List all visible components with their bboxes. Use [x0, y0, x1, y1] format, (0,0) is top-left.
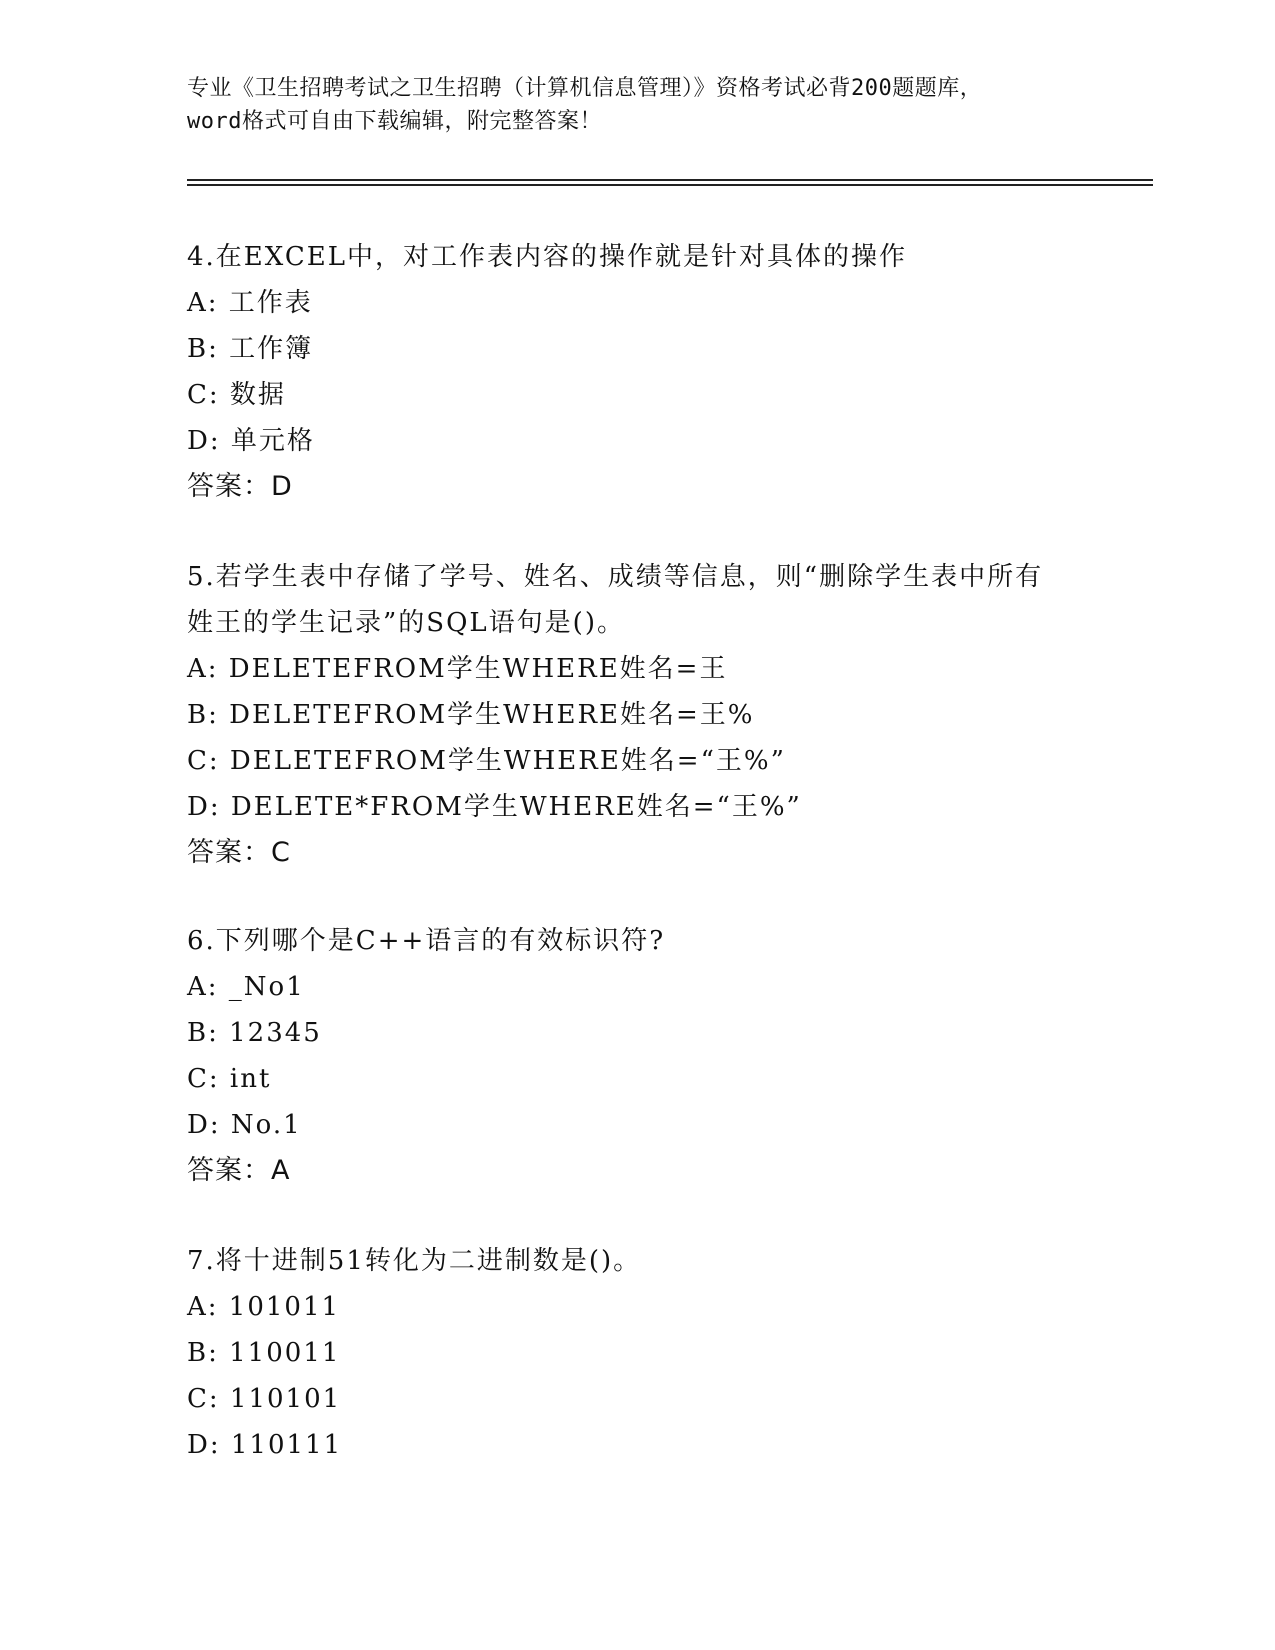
question-4 — [187, 234, 1087, 510]
question-stem: 4.在EXCEL中，对工作表内容的操作就是针对具体的操作 — [187, 242, 907, 272]
option-a: A: 工作表 — [187, 288, 313, 318]
question-stem: 6.下列哪个是C++语言的有效标识符? — [187, 926, 666, 956]
header-rule-top — [187, 179, 1153, 181]
option-a: A: _No1 — [187, 972, 305, 1002]
option-c: C: DELETEFROM学生WHERE姓名=“王%” — [187, 746, 786, 776]
option-b: B: 110011 — [187, 1338, 341, 1368]
header-rule-bottom — [187, 184, 1153, 186]
option-a: A: 101011 — [187, 1292, 341, 1322]
option-c: C: int — [187, 1064, 272, 1094]
header-line-1: 专业《卫生招聘考试之卫生招聘（计算机信息管理）》资格考试必背200题题库， — [187, 76, 983, 101]
option-c: C: 数据 — [187, 380, 286, 410]
option-d: D: DELETE*FROM学生WHERE姓名=“王%” — [187, 792, 802, 822]
option-a: A: DELETEFROM学生WHERE姓名=王 — [187, 654, 728, 684]
option-d: D: 单元格 — [187, 426, 315, 456]
option-b: B: DELETEFROM学生WHERE姓名=王% — [187, 700, 755, 730]
header-line-2: word格式可自由下载编辑，附完整答案！ — [187, 109, 602, 134]
question-5 — [187, 554, 1087, 876]
question-6 — [187, 918, 1087, 1194]
question-stem: 5.若学生表中存储了学号、姓名、成绩等信息，则“删除学生表中所有姓王的学生记录”的SQL语句是()。 — [187, 562, 1044, 638]
document-header — [187, 72, 1087, 138]
option-c: C: 110101 — [187, 1384, 342, 1414]
option-b: B: 工作簿 — [187, 334, 314, 364]
answer-line: 答案：D — [187, 471, 293, 502]
option-d: D: 110111 — [187, 1430, 343, 1460]
question-stem: 7.将十进制51转化为二进制数是()。 — [187, 1246, 642, 1276]
answer-line: 答案：A — [187, 1155, 291, 1186]
option-d: D: No.1 — [187, 1110, 302, 1140]
answer-line: 答案：C — [187, 837, 291, 868]
question-7 — [187, 1238, 1087, 1468]
option-b: B: 12345 — [187, 1018, 322, 1048]
